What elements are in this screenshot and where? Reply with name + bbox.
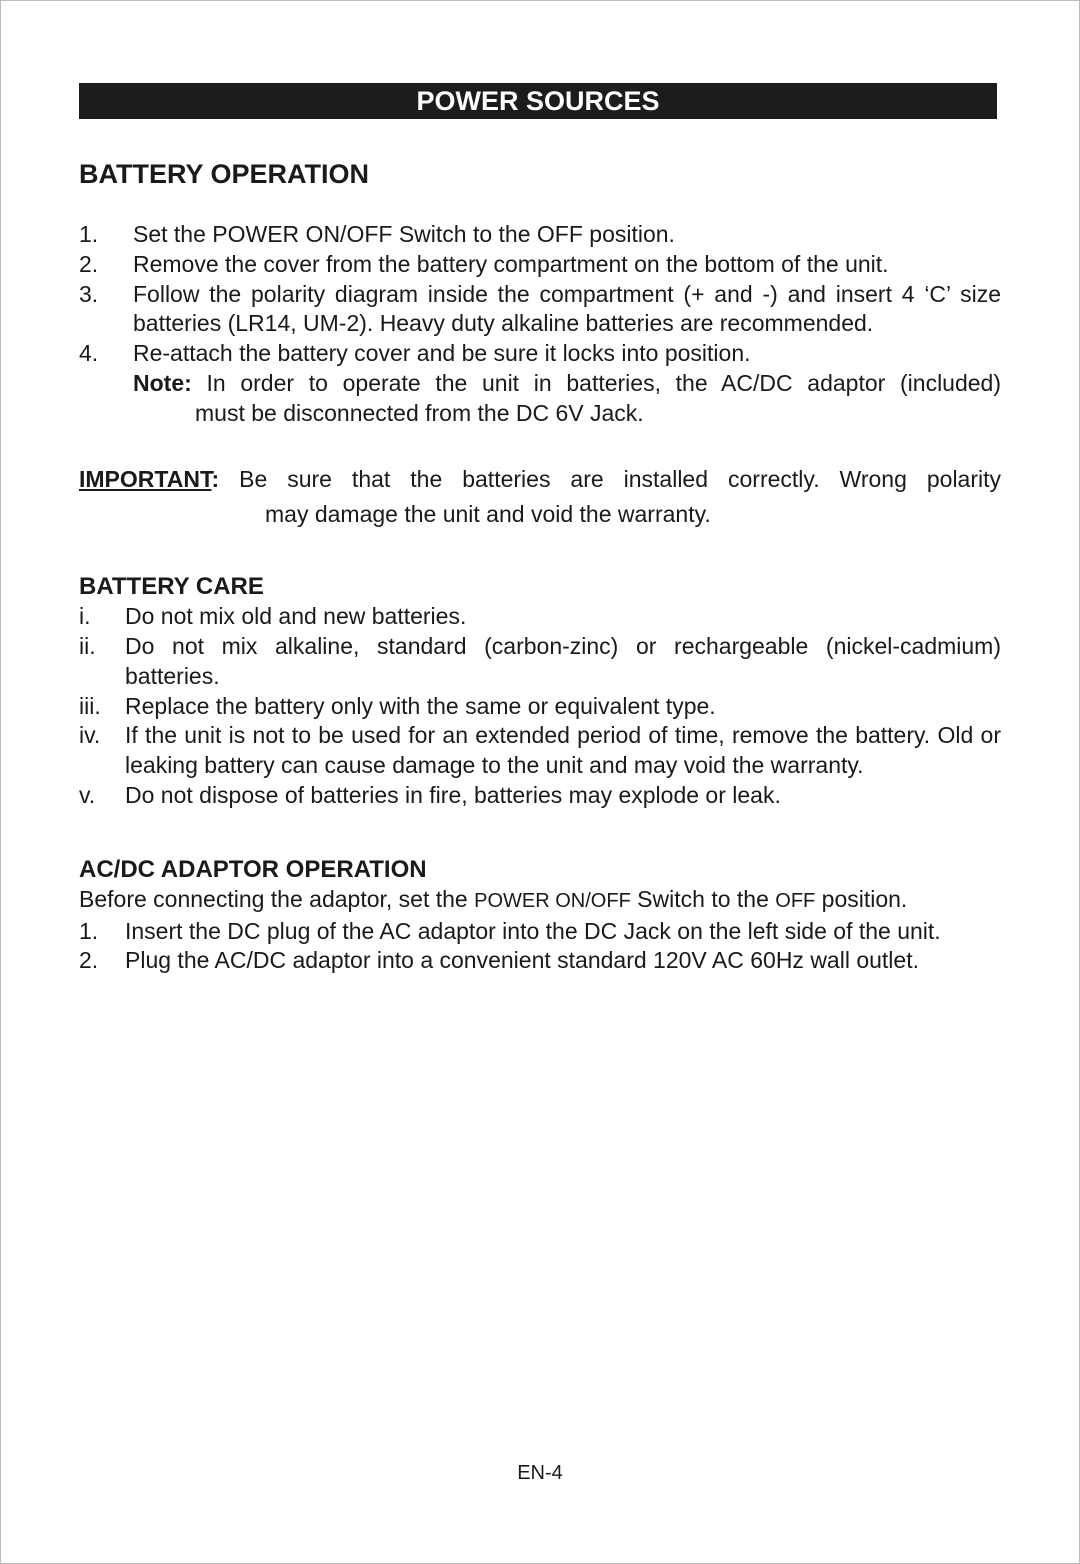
important-notice [79,465,1001,495]
note-text: In order to operate the unit in batteries, the AC/DC adaptor (included) [206,369,1002,396]
step-text: Insert the DC plug of the AC adaptor into the DC Jack on the left side of the unit. [125,917,941,944]
intro-part-2: Switch to the [630,885,776,912]
step-text: Follow the polarity diagram inside the compartment (+ and -) and insert 4 ‘C’ size batteries (LR14, UM-2). Heavy duty alkaline batteries are recommended. [133,280,1001,337]
step-number: 2. [79,947,99,974]
list-item [79,280,1001,340]
item-text: If the unit is not to be used for an extended period of time, remove the battery. Old or leaking battery can cause damage to the unit and may void the warranty. [125,722,1001,779]
item-text: Do not mix alkaline, standard (carbon-zinc) or rechargeable (nickel-cadmium) batteries. [125,632,1001,689]
item-text: Do not mix old and new batteries. [125,603,467,630]
list-item [79,602,1001,632]
intro-part-3: position. [815,885,908,912]
list-item [79,721,1001,781]
list-item [79,781,1001,811]
battery-care-heading: BATTERY CARE [79,573,264,601]
item-text: Replace the battery only with the same or equivalent type. [125,692,716,719]
important-label: IMPORTANT [79,465,212,492]
note [79,369,1001,399]
step-number: 4. [79,340,99,367]
list-item [79,946,959,976]
important-text: Be sure that the batteries are installed correctly. Wrong polarity [239,465,1002,492]
adaptor-heading: AC/DC ADAPTOR OPERATION [79,855,427,883]
step-number: 3. [79,280,99,307]
list-item [79,250,1001,280]
note-label: Note: [133,369,192,396]
list-item [79,692,1001,722]
section-banner: POWER SOURCES [79,83,997,119]
step-number: 2. [79,250,99,277]
battery-care-list [79,602,1001,811]
step-text: Set the POWER ON/OFF Switch to the OFF position. [133,221,675,247]
intro-part-1: Before connecting the adaptor, set the [79,885,475,912]
intro-power-switch: POWER ON/OFF [474,889,631,912]
list-item [79,632,1001,692]
step-text: Re-attach the battery cover and be sure it locks into position. [133,340,751,367]
item-number: ii. [79,632,96,659]
note-continuation: must be disconnected from the DC 6V Jack. [195,399,644,426]
page-content [79,150,1001,976]
item-number: iv. [79,722,101,749]
important-colon: : [211,465,220,492]
item-number: i. [79,603,91,630]
item-text: Do not dispose of batteries in fire, batteries may explode or leak. [125,781,781,808]
battery-operation-steps [79,220,1001,429]
important-continuation: may damage the unit and void the warranty. [265,501,711,528]
intro-off: OFF [775,889,816,912]
list-item [79,339,1001,369]
step-number: 1. [79,917,99,944]
adaptor-section [79,885,1001,976]
step-text: Remove the cover from the battery compartment on the bottom of the unit. [133,250,889,277]
item-number: iii. [79,692,101,719]
list-item [79,917,991,947]
battery-operation-heading: BATTERY OPERATION [79,159,370,189]
page-number: EN-4 [517,1462,563,1484]
step-number: 1. [79,221,99,247]
step-text: Plug the AC/DC adaptor into a convenient standard 120V AC 60Hz wall outlet. [125,947,919,974]
adaptor-intro [79,885,939,917]
item-number: v. [79,781,96,808]
list-item [79,220,1001,250]
